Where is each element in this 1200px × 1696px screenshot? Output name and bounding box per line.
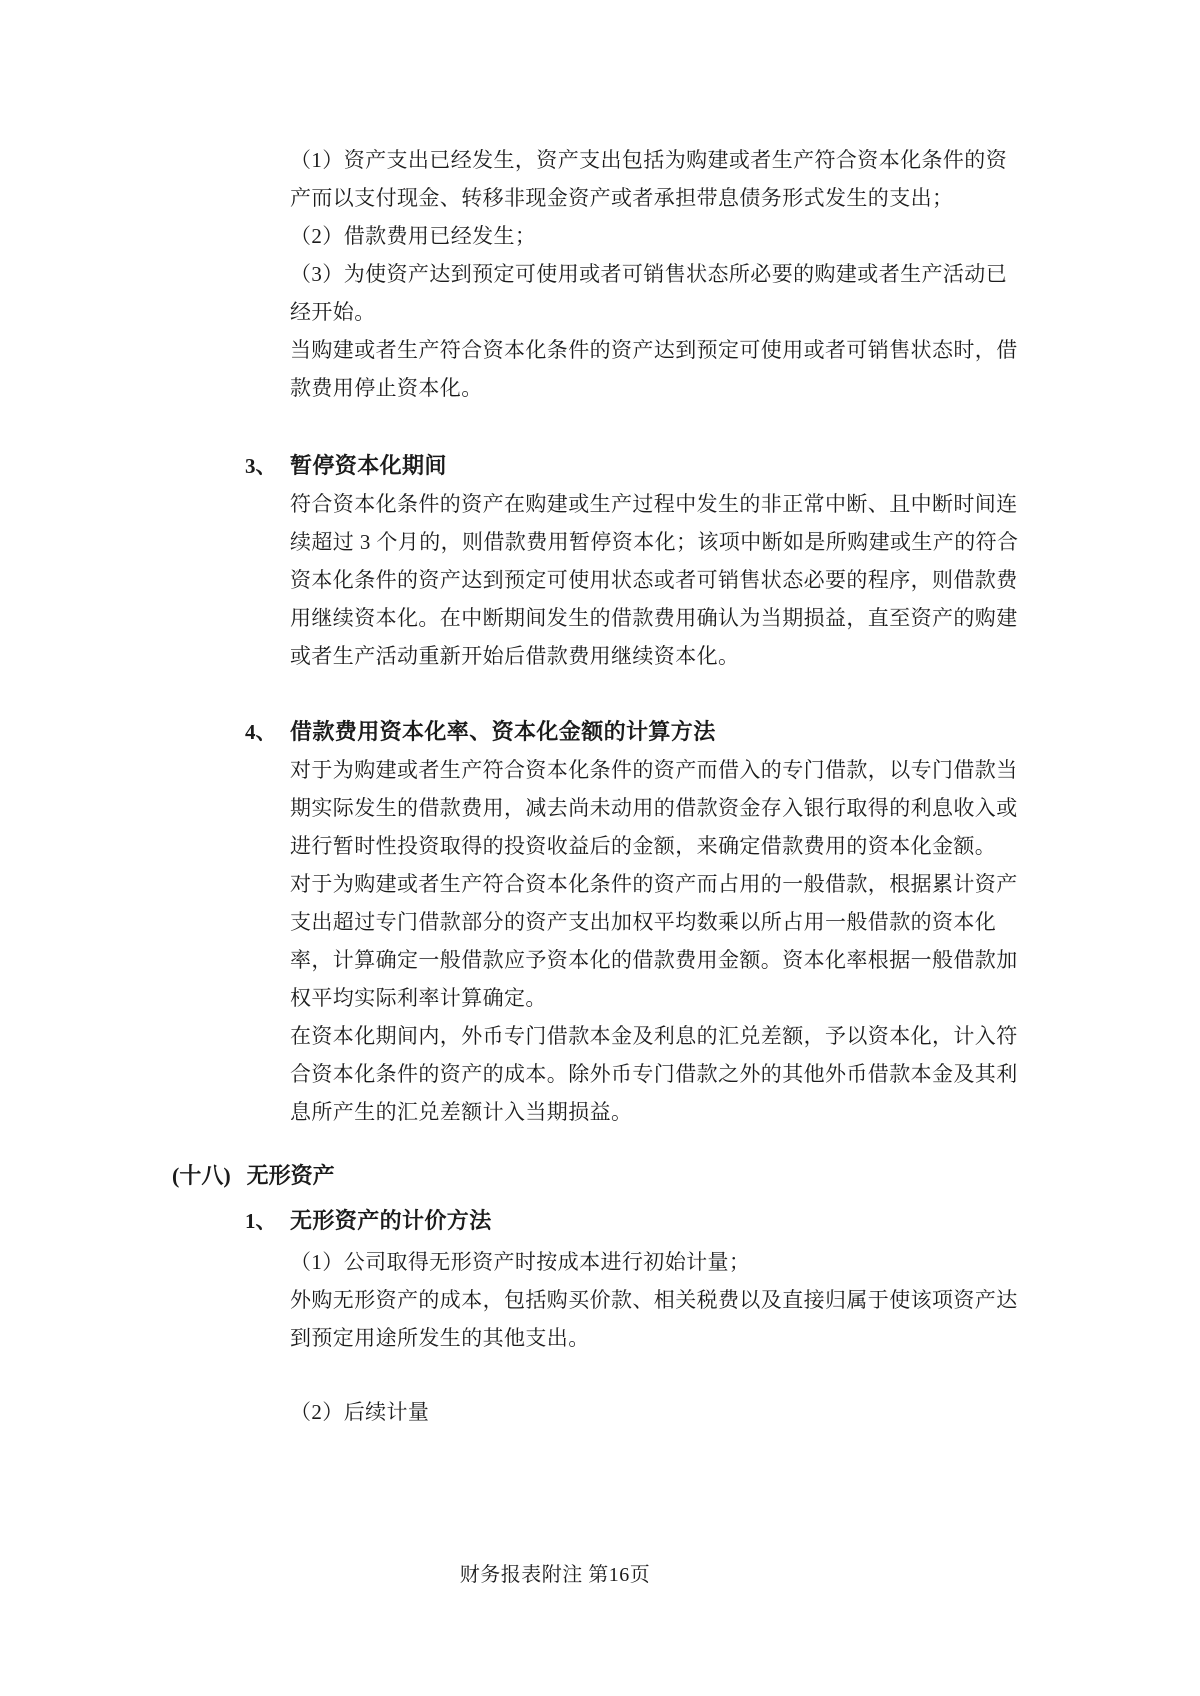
text-line: 符合资本化条件的资产在购建或生产过程中发生的非正常中断、且中断时间连 [290,492,1018,516]
text-line: 权平均实际利率计算确定。 [290,986,547,1010]
text-line: 支出超过专门借款部分的资产支出加权平均数乘以所占用一般借款的资本化 [290,910,997,934]
section-4-title: 借款费用资本化率、资本化金额的计算方法 [290,719,716,744]
text-line: 外购无形资产的成本，包括购买价款、相关税费以及直接归属于使该项资产达 [290,1288,1018,1312]
subsection-1-number: 1、 [245,1209,277,1233]
text-line: 在资本化期间内，外币专门借款本金及利息的汇兑差额，予以资本化，计入符 [290,1024,1018,1048]
section-3-number: 3、 [245,454,277,478]
text-line: （2）借款费用已经发生； [290,224,537,248]
text-line: 率，计算确定一般借款应予资本化的借款费用金额。资本化率根据一般借款加 [290,948,1018,972]
text-line: 用继续资本化。在中断期间发生的借款费用确认为当期损益，直至资产的购建 [290,606,1018,630]
text-line: 或者生产活动重新开始后借款费用继续资本化。 [290,644,740,668]
intro-paragraph [290,0,1016,407]
text-line: 进行暂时性投资取得的投资收益后的金额，来确定借款费用的资本化金额。 [290,834,997,858]
text-line: 当购建或者生产符合资本化条件的资产达到预定可使用或者可销售状态时，借 [290,338,1018,362]
section-18-number: (十八) [172,1163,231,1188]
text-line: 产而以支付现金、转移非现金资产或者承担带息债务形式发生的支出； [290,186,954,210]
section-4 [245,713,1018,1131]
text-line: 对于为购建或者生产符合资本化条件的资产而占用的一般借款，根据累计资产 [290,872,1018,896]
text-line: 期实际发生的借款费用，减去尚未动用的借款资金存入银行取得的利息收入或 [290,796,1018,820]
text-line: 资本化条件的资产达到预定可使用状态或者可销售状态必要的程序，则借款费 [290,568,1018,592]
subsection-1 [245,1199,1018,1431]
text-line: （2）后续计量 [290,1400,430,1424]
text-line: 对于为购建或者生产符合资本化条件的资产而借入的专门借款，以专门借款当 [290,758,1018,782]
footer-page-label: 财务报表附注 第16页 [459,1564,651,1586]
text-line: 合资本化条件的资产的成本。除外币专门借款之外的其他外币借款本金及其利 [290,1062,1018,1086]
section-3 [245,447,1019,675]
text-line: 息所产生的汇兑差额计入当期损益。 [290,1100,633,1124]
text-line: 续超过 3 个月的，则借款费用暂停资本化；该项中断如是所购建或生产的符合 [290,530,1019,554]
section-18-title: 无形资产 [246,1163,335,1188]
text-line: 到预定用途所发生的其他支出。 [290,1326,590,1350]
text-line: （1）资产支出已经发生，资产支出包括为购建或者生产符合资本化条件的资 [290,148,1008,172]
section-18-heading [172,1155,1200,1197]
text-line: （3）为使资产达到预定可使用或者可销售状态所必要的购建或者生产活动已 [290,262,1008,286]
text-line: 款费用停止资本化。 [290,376,483,400]
text-line: 经开始。 [290,300,376,324]
section-4-number: 4、 [245,720,277,744]
subsection-1-title: 无形资产的计价方法 [290,1208,492,1233]
section-3-title: 暂停资本化期间 [290,453,447,478]
text-line: （1）公司取得无形资产时按成本进行初始计量； [290,1250,751,1274]
